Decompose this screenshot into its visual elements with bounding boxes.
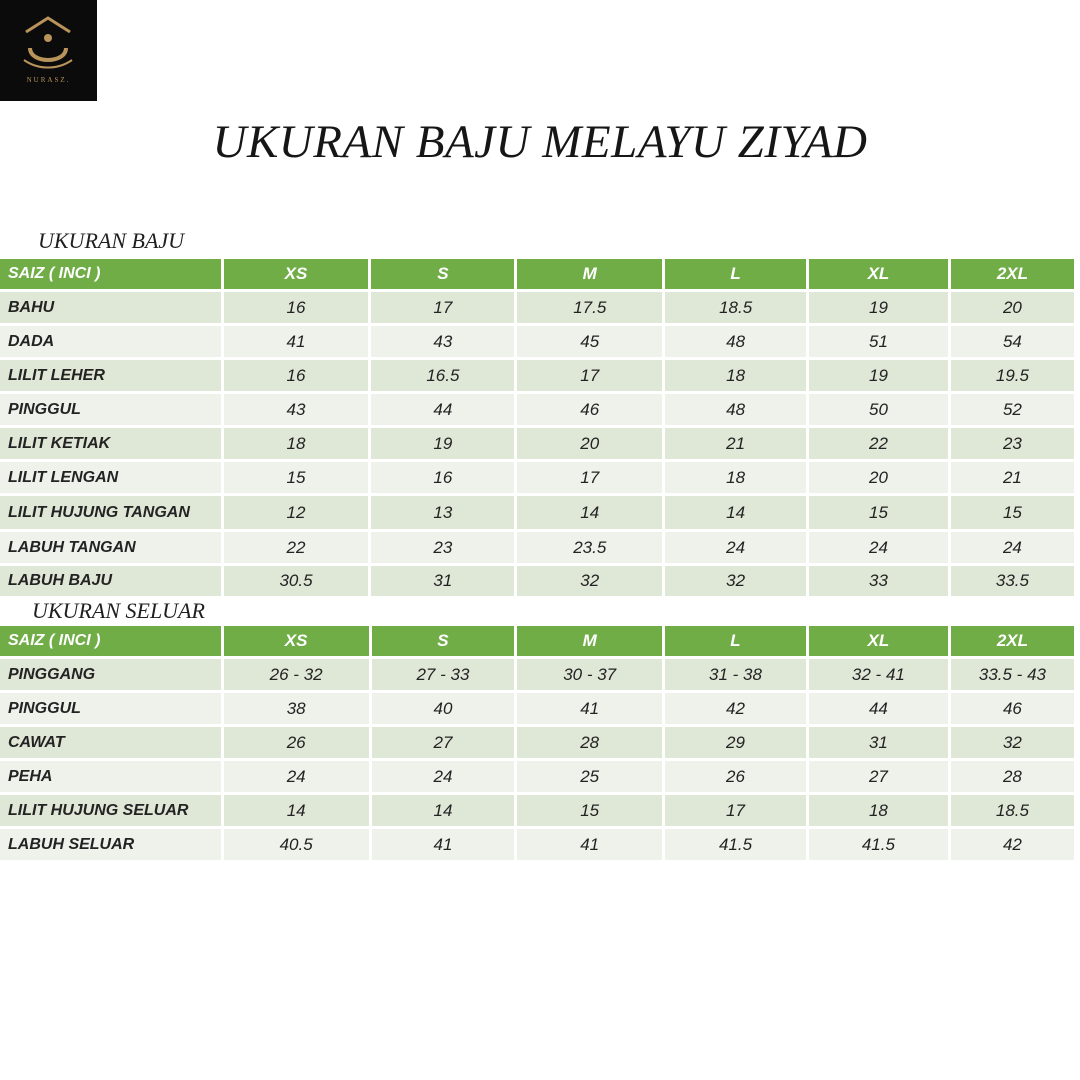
column-header-l: L [665, 259, 806, 289]
measurement-value: 24 [224, 761, 369, 792]
measurement-value: 32 [665, 566, 806, 596]
measurement-value: 30.5 [224, 566, 369, 596]
measurement-value: 15 [224, 462, 369, 493]
column-header-xs: XS [224, 259, 369, 289]
measurement-value: 43 [371, 326, 514, 357]
measurement-label: PINGGANG [0, 659, 221, 690]
measurement-value: 54 [951, 326, 1074, 357]
measurement-value: 28 [517, 727, 662, 758]
column-header-xl: XL [809, 626, 948, 656]
measurement-value: 14 [665, 496, 806, 529]
table-row [0, 727, 1074, 758]
measurement-value: 23 [371, 532, 514, 563]
measurement-value: 31 - 38 [665, 659, 806, 690]
measurement-value: 41.5 [809, 829, 948, 860]
measurement-value: 44 [809, 693, 948, 724]
measurement-value: 18 [665, 462, 806, 493]
measurement-label: LILIT HUJUNG SELUAR [0, 795, 221, 826]
measurement-value: 18 [809, 795, 948, 826]
logo-text: NURASZ. [26, 76, 71, 84]
measurement-value: 40.5 [224, 829, 369, 860]
measurement-value: 20 [517, 428, 662, 459]
measurement-value: 33 [809, 566, 948, 596]
measurement-value: 52 [951, 394, 1074, 425]
measurement-value: 19 [809, 360, 948, 391]
measurement-value: 50 [809, 394, 948, 425]
measurement-value: 16 [224, 292, 369, 323]
measurement-value: 18.5 [665, 292, 806, 323]
measurement-value: 13 [371, 496, 514, 529]
measurement-value: 20 [951, 292, 1074, 323]
measurement-value: 51 [809, 326, 948, 357]
table-row [0, 829, 1074, 860]
measurement-label: LILIT KETIAK [0, 428, 221, 459]
column-header-m: M [517, 259, 662, 289]
measurement-value: 23 [951, 428, 1074, 459]
column-header-s: S [372, 626, 515, 656]
measurement-value: 17 [517, 462, 662, 493]
measurement-value: 24 [951, 532, 1074, 563]
measurement-value: 21 [665, 428, 806, 459]
table-row [0, 566, 1074, 596]
measurement-value: 48 [665, 394, 806, 425]
column-header-m: M [517, 626, 662, 656]
measurement-value: 22 [224, 532, 369, 563]
table-row [0, 496, 1074, 529]
measurement-value: 41 [224, 326, 369, 357]
measurement-value: 38 [224, 693, 369, 724]
column-header-2xl: 2XL [951, 626, 1074, 656]
baju-header-row [0, 259, 1074, 289]
measurement-value: 41 [517, 693, 662, 724]
measurement-label: LABUH BAJU [0, 566, 221, 596]
baju-size-table [0, 256, 1077, 599]
table-row [0, 462, 1074, 493]
measurement-value: 17 [665, 795, 806, 826]
measurement-value: 21 [951, 462, 1074, 493]
measurement-value: 16.5 [371, 360, 514, 391]
measurement-value: 15 [809, 496, 948, 529]
table-row [0, 292, 1074, 323]
column-header-xl: XL [809, 259, 948, 289]
seluar-header-row [0, 626, 1074, 656]
table-row [0, 795, 1074, 826]
measurement-value: 18 [224, 428, 369, 459]
measurement-value: 19 [809, 292, 948, 323]
measurement-value: 15 [517, 795, 662, 826]
table-row [0, 428, 1074, 459]
measurement-value: 31 [371, 566, 514, 596]
measurement-value: 19.5 [951, 360, 1074, 391]
measurement-label: LILIT LEHER [0, 360, 221, 391]
measurement-value: 26 [665, 761, 806, 792]
measurement-value: 24 [665, 532, 806, 563]
measurement-value: 15 [951, 496, 1074, 529]
measurement-value: 26 [224, 727, 369, 758]
logo-mark-icon [16, 12, 80, 74]
measurement-value: 33.5 - 43 [951, 659, 1074, 690]
measurement-value: 14 [517, 496, 662, 529]
column-header-xs: XS [224, 626, 369, 656]
table-row [0, 360, 1074, 391]
measurement-value: 42 [665, 693, 806, 724]
measurement-label: PINGGUL [0, 394, 221, 425]
measurement-value: 41.5 [665, 829, 806, 860]
measurement-value: 17 [371, 292, 514, 323]
column-header-2xl: 2XL [951, 259, 1074, 289]
measurement-label: CAWAT [0, 727, 221, 758]
measurement-value: 31 [809, 727, 948, 758]
measurement-label: LABUH TANGAN [0, 532, 221, 563]
measurement-label: DADA [0, 326, 221, 357]
measurement-value: 41 [517, 829, 662, 860]
measurement-value: 23.5 [517, 532, 662, 563]
measurement-value: 22 [809, 428, 948, 459]
measurement-value: 43 [224, 394, 369, 425]
column-header-l: L [665, 626, 806, 656]
measurement-value: 16 [224, 360, 369, 391]
measurement-value: 41 [372, 829, 515, 860]
measurement-label: PINGGUL [0, 693, 221, 724]
measurement-value: 17.5 [517, 292, 662, 323]
measurement-value: 28 [951, 761, 1074, 792]
table-row [0, 693, 1074, 724]
measurement-value: 27 [372, 727, 515, 758]
measurement-value: 45 [517, 326, 662, 357]
column-header-size: SAIZ ( INCI ) [0, 259, 221, 289]
measurement-value: 44 [371, 394, 514, 425]
measurement-value: 46 [517, 394, 662, 425]
measurement-value: 27 - 33 [372, 659, 515, 690]
measurement-label: LABUH SELUAR [0, 829, 221, 860]
table-row [0, 761, 1074, 792]
measurement-value: 46 [951, 693, 1074, 724]
measurement-value: 18 [665, 360, 806, 391]
table-row [0, 394, 1074, 425]
column-header-s: S [371, 259, 514, 289]
measurement-value: 48 [665, 326, 806, 357]
section-title-baju: UKURAN BAJU [38, 228, 185, 253]
measurement-value: 30 - 37 [517, 659, 662, 690]
measurement-label: BAHU [0, 292, 221, 323]
measurement-value: 26 - 32 [224, 659, 369, 690]
measurement-value: 29 [665, 727, 806, 758]
table-row [0, 659, 1074, 690]
measurement-value: 27 [809, 761, 948, 792]
measurement-value: 42 [951, 829, 1074, 860]
measurement-value: 32 [517, 566, 662, 596]
measurement-value: 32 - 41 [809, 659, 948, 690]
measurement-value: 33.5 [951, 566, 1074, 596]
measurement-value: 19 [371, 428, 514, 459]
measurement-value: 17 [517, 360, 662, 391]
measurement-label: LILIT LENGAN [0, 462, 221, 493]
section-title-seluar: UKURAN SELUAR [32, 598, 205, 623]
measurement-value: 14 [372, 795, 515, 826]
measurement-value: 25 [517, 761, 662, 792]
measurement-value: 40 [372, 693, 515, 724]
measurement-value: 16 [371, 462, 514, 493]
page-title: UKURAN BAJU MELAYU ZIYAD [212, 116, 868, 168]
seluar-size-table [0, 623, 1077, 863]
measurement-value: 14 [224, 795, 369, 826]
measurement-value: 20 [809, 462, 948, 493]
measurement-label: LILIT HUJUNG TANGAN [0, 496, 221, 529]
measurement-value: 12 [224, 496, 369, 529]
table-row [0, 532, 1074, 563]
measurement-value: 24 [809, 532, 948, 563]
brand-logo [0, 0, 97, 101]
column-header-size: SAIZ ( INCI ) [0, 626, 221, 656]
measurement-value: 18.5 [951, 795, 1074, 826]
measurement-label: PEHA [0, 761, 221, 792]
table-row [0, 326, 1074, 357]
measurement-value: 32 [951, 727, 1074, 758]
measurement-value: 24 [372, 761, 515, 792]
